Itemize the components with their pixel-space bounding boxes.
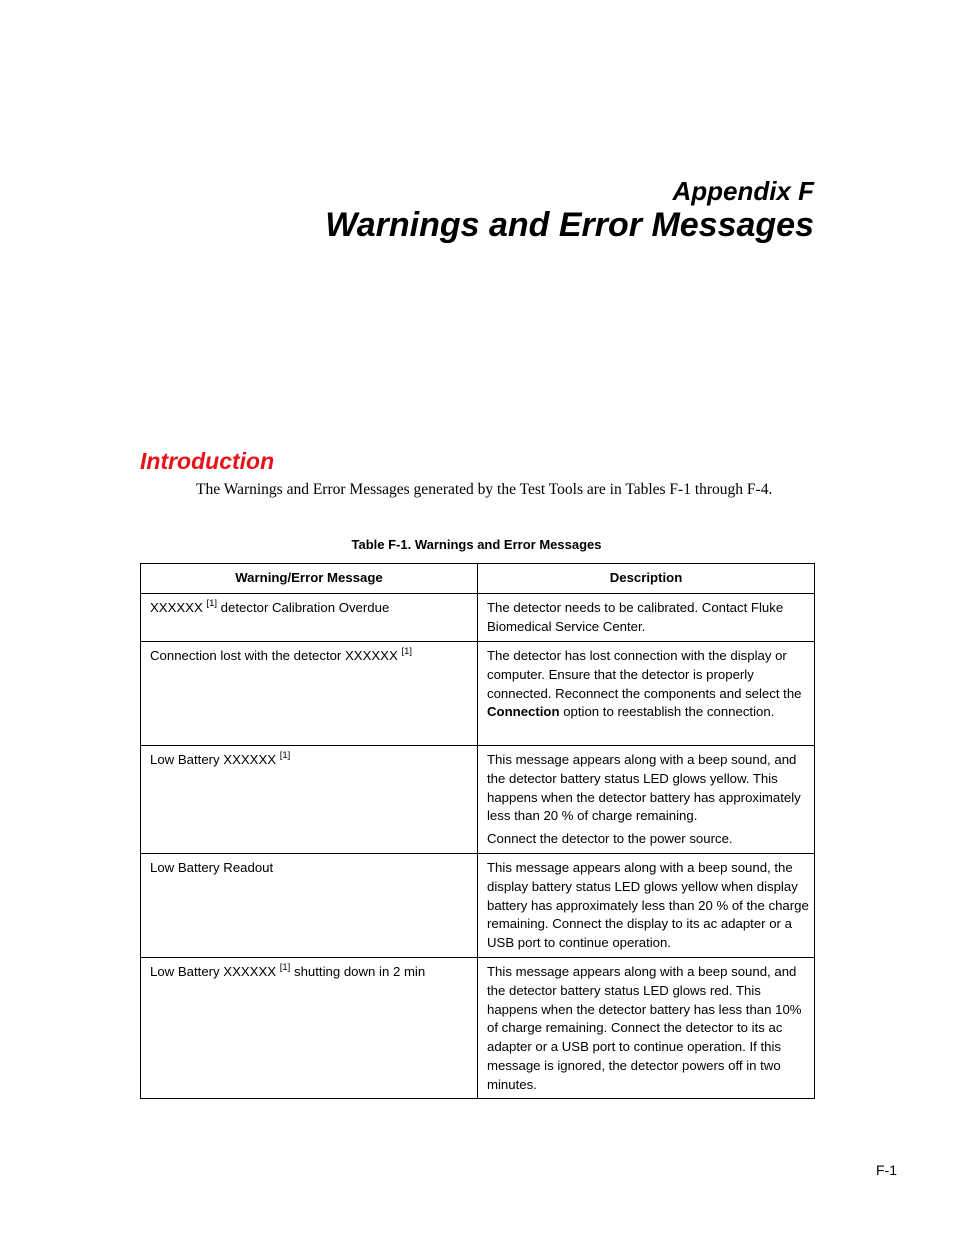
message-text: Connection lost with the detector XXXXXX [150,648,402,663]
description-cell: The detector needs to be calibrated. Contact Fluke Biomedical Service Center. [478,594,815,642]
table-row [141,958,815,1099]
intro-paragraph: The Warnings and Error Messages generated by the Test Tools are in Tables F-1 through F-4. [196,481,773,498]
page-number: F-1 [876,1162,897,1178]
messages-table [140,563,815,1099]
table-row [141,642,815,746]
appendix-label: Appendix F [672,176,814,206]
footnote-ref: [1] [401,646,412,657]
description-text: This message appears along with a beep sound, and the detector battery status LED glows yellow. This happens when the detector battery has approximately less than 20 % of charge remaining. [487,752,801,824]
description-cell: This message appears along with a beep sound, the display battery status LED glows yellow when display battery has approximately less than 20 % of the charge remaining. Connect the display to its ac adapter or a USB port to continue operation. [478,854,815,958]
table-caption: Table F-1. Warnings and Error Messages [351,537,602,552]
message-cell [141,958,478,1099]
description-text: The detector has lost connection with the display or computer. Ensure that the detector is properly connected. Reconnect the components and select the [487,648,802,701]
table-row [141,746,815,854]
description-text-2: Connect the detector to the power source. [487,831,733,847]
message-cell [141,746,478,854]
message-cell [141,642,478,746]
table-header-row [141,564,815,594]
table-row [141,854,815,958]
table-row [141,594,815,642]
description-cell [478,642,815,746]
message-text: detector Calibration Overdue [217,600,390,615]
section-heading: Introduction [140,448,275,474]
message-text: Low Battery XXXXXX [150,964,280,979]
footnote-ref: [1] [206,598,218,609]
connection-option-label: Connection [487,704,560,720]
message-text: XXXXXX [150,600,207,615]
column-header-description: Description [478,564,815,594]
column-header-message: Warning/Error Message [141,564,478,594]
message-cell: Low Battery Readout [141,854,478,958]
footnote-ref: [1] [279,750,291,761]
description-text: option to reestablish the connection. [559,704,775,720]
footnote-ref: [1] [279,962,291,973]
description-cell [478,746,815,854]
message-cell [141,594,478,642]
page-title: Warnings and Error Messages [325,206,814,244]
description-cell: This message appears along with a beep sound, and the detector battery status LED glows red. This happens when the detector battery has less than 10% of charge remaining. Connect the detector to its ac adapter or a USB port to continue operation. If this message is ignored, the detector powers off in two minutes. [478,958,815,1099]
message-text: Low Battery XXXXXX [150,752,280,767]
message-text: shutting down in 2 min [290,964,426,979]
